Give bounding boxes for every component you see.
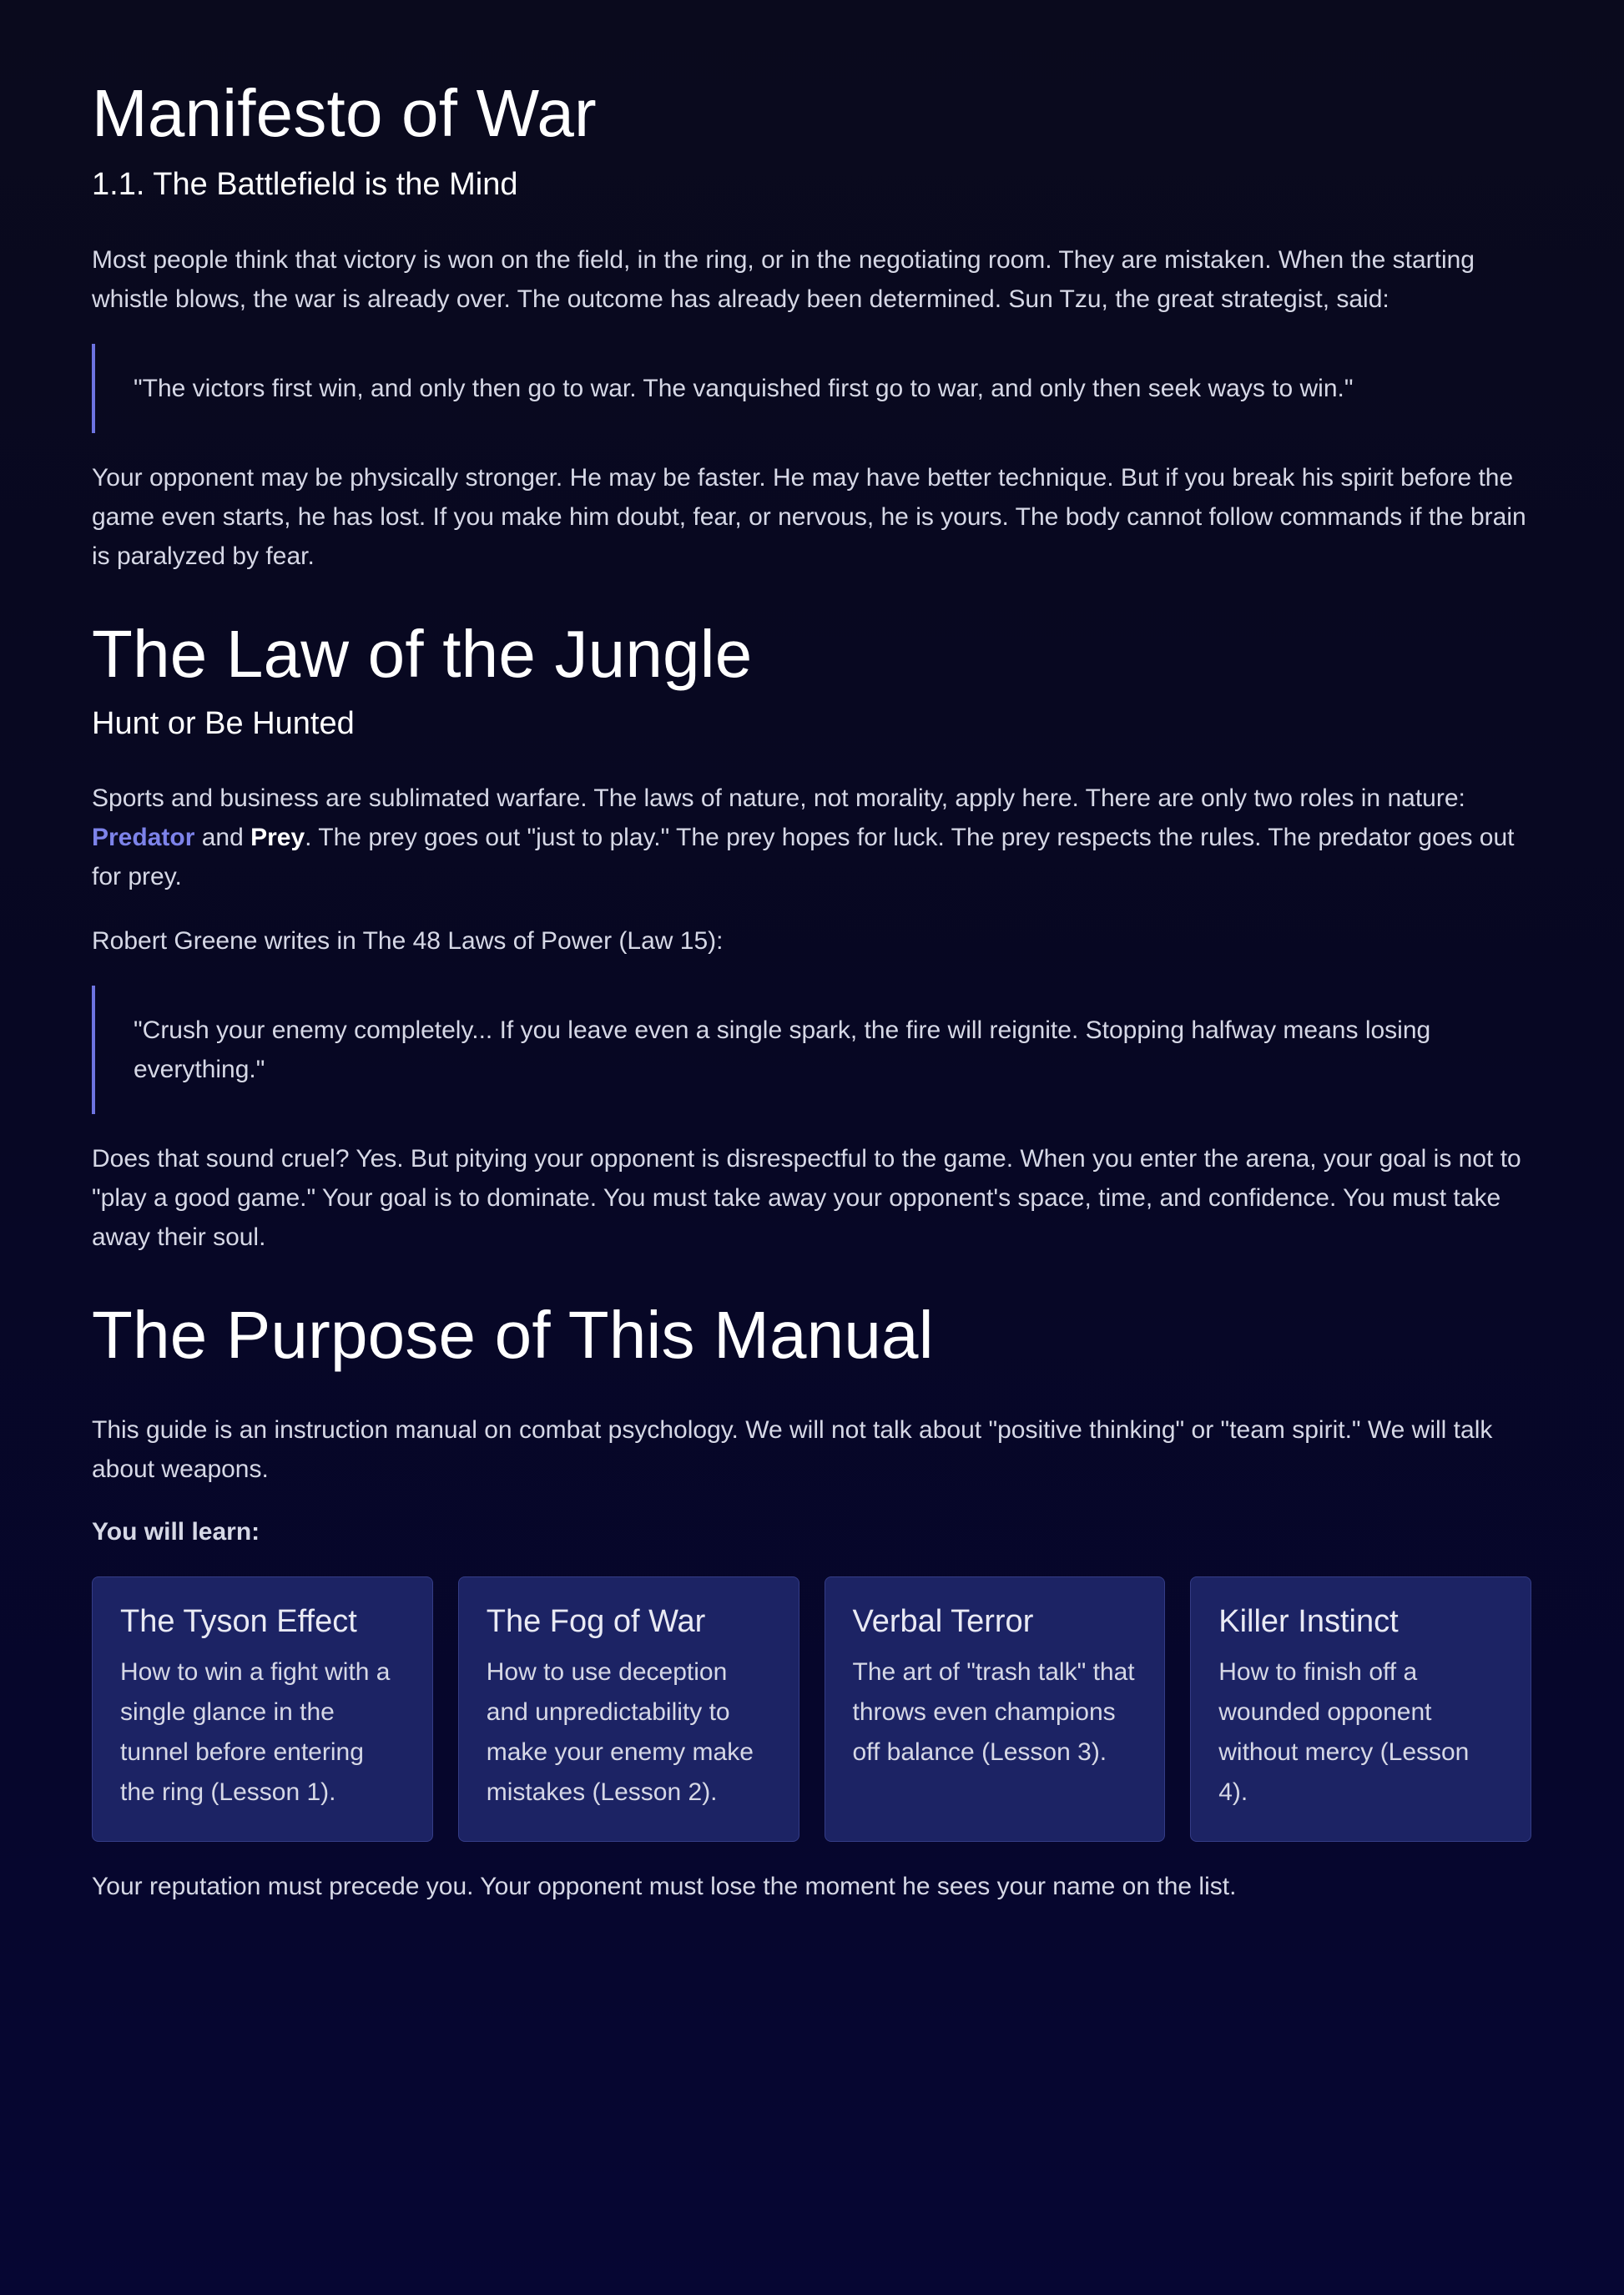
section-title-purpose: The Purpose of This Manual [92,1298,934,1372]
lesson-card-killer-instinct [1190,1576,1531,1842]
lesson-card-title: The Tyson Effect [120,1604,357,1639]
lesson-card-title: The Fog of War [486,1604,706,1639]
lesson-card-title: Verbal Terror [852,1604,1034,1639]
lesson-card-text: How to use deception and unpredictability to make your enemy make mistakes (Lesson 2). [486,1657,754,1806]
paragraph-predator-prey-start: Sports and business are sublimated warfare. The laws of nature, not morality, apply here. There are only two roles in nature: [92,784,1465,812]
and-text: and [194,824,251,851]
section-subtitle-battlefield: 1.1. The Battlefield is the Mind [92,167,518,202]
paragraph-victory: Most people think that victory is won on the field, in the ring, or in the negotiating room. They are mistaken. When the starting whistle blows, the war is already over. The outcome has already been determined. Sun Tzu, the great strategist, said: [92,245,1475,313]
quote-sun-tzu: "The victors first win, and only then go to war. The vanquished first go to war, and only then seek ways to win." [92,344,1531,433]
paragraph-predator-prey [92,779,1531,896]
predator-highlight: Predator [92,824,195,851]
paragraph-combat-psychology: This guide is an instruction manual on combat psychology. We will not talk about "positive thinking" or "team spirit." We will talk about weapons. [92,1416,1493,1483]
learn-label: You will learn: [92,1518,260,1546]
lesson-card-text: How to finish off a wounded opponent without mercy (Lesson 4). [1218,1657,1470,1806]
paragraph-predator-prey-end: . The prey goes out "just to play." The prey hopes for luck. The prey respects the rules. The predator goes out for prey. [92,824,1515,890]
lesson-card-text: How to win a fight with a single glance in the tunnel before entering the ring (Lesson 1). [120,1657,391,1806]
lesson-card-tyson-effect [92,1576,433,1842]
paragraph-reputation: Your reputation must precede you. Your opponent must lose the moment he sees your name on the list. [92,1872,1237,1900]
paragraph-greene: Robert Greene writes in The 48 Laws of Power (Law 15): [92,927,724,955]
prey-highlight: Prey [250,824,305,851]
lesson-card-title: Killer Instinct [1218,1604,1399,1639]
lesson-card-text: The art of "trash talk" that throws even champions off balance (Lesson 3). [852,1657,1135,1766]
paragraph-cruel: Does that sound cruel? Yes. But pitying your opponent is disrespectful to the game. When you enter the arena, your goal is not to "play a good game." Your goal is to dominate. You must take away your opponent's space, time, and confidence. You must take away their soul. [92,1145,1521,1251]
document-content [92,0,1531,1906]
lesson-card-verbal-terror [825,1576,1166,1842]
section-subtitle-hunt: Hunt or Be Hunted [92,705,355,741]
section-title-jungle: The Law of the Jungle [92,616,753,691]
paragraph-opponent-spirit: Your opponent may be physically stronger. He may be faster. He may have better technique. But if you break his spirit before the game even starts, he has lost. If you make him doubt, fear, or nervous, he is yours. The body cannot follow commands if the brain is paralyzed by fear. [92,463,1526,570]
lesson-cards [92,1576,1531,1842]
lesson-card-fog-of-war [458,1576,799,1842]
section-title-manifesto: Manifesto of War [92,76,597,150]
quote-greene: "Crush your enemy completely... If you leave even a single spark, the fire will reignite. Stopping halfway means losing everything." [92,986,1531,1114]
